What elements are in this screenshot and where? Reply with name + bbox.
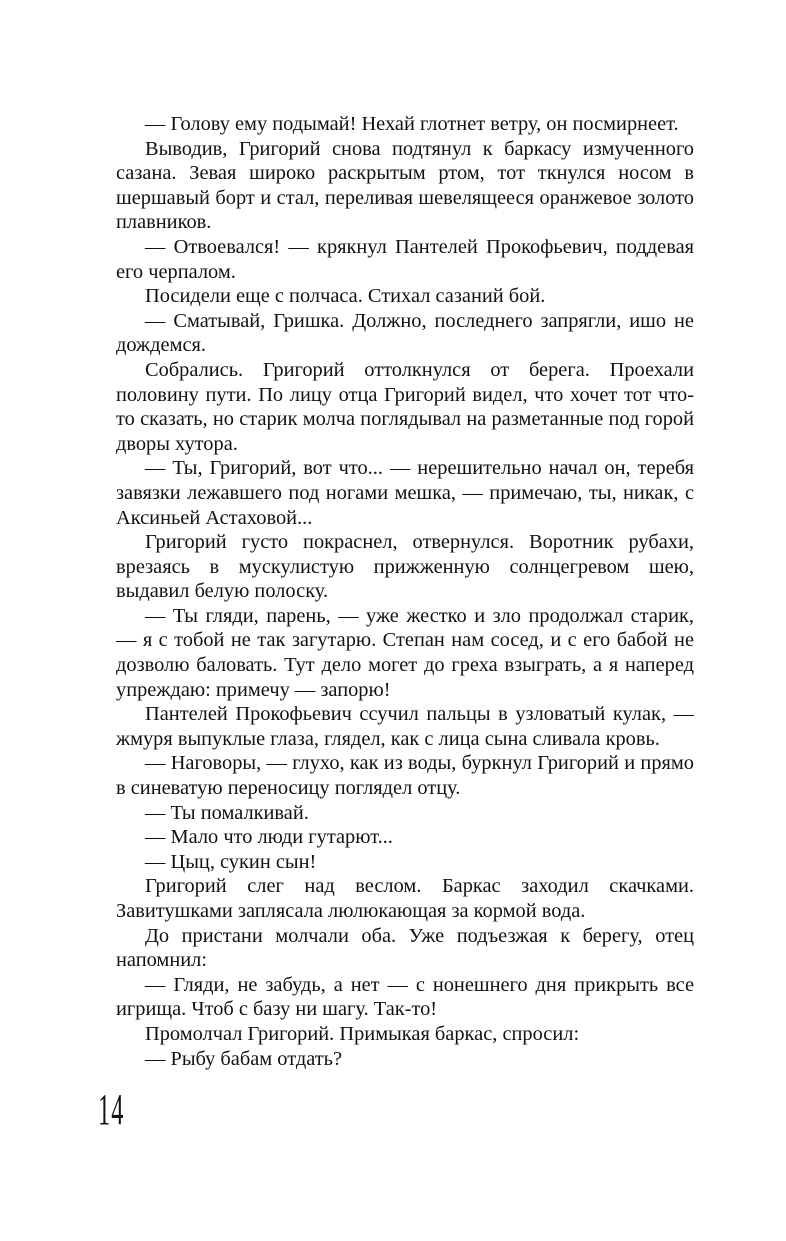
paragraph: — Отвоевался! — крякнул Пантелей Прокофьевич, поддевая его черпалом.: [116, 235, 694, 283]
paragraph: — Ты, Григорий, вот что... — нерешительно начал он, теребя завязки лежавшего под ногами мешка, — примечаю, ты, никак, с Аксиньей Астаховой...: [116, 457, 694, 529]
paragraph: — Рыбу бабам отдать?: [145, 1047, 342, 1070]
paragraph: — Голову ему подымай! Нехай глотнет ветру, он посмирнеет.: [145, 113, 679, 135]
body-text: [116, 112, 694, 1071]
paragraph: — Цыц, сукин сын!: [145, 850, 317, 873]
paragraph: — Наговоры, — глухо, как из воды, буркнул Григорий и прямо в синеватую переносицу поглядел отцу.: [116, 752, 694, 800]
paragraph: — Сматывай, Гришка. Должно, последнего запрягли, ишо не дождемся.: [116, 309, 694, 357]
paragraph: Выводив, Григорий снова подтянул к баркасу измученного сазана. Зевая широко раскрытым ртом, тот ткнулся носом в шершавый борт и стал, переливая шевелящееся оранжевое золото плавников.: [116, 137, 694, 234]
paragraph: Посидели еще с полчаса. Стихал сазаний бой.: [145, 285, 546, 308]
paragraph: — Ты гляди, парень, — уже жестко и зло продолжал старик, — я с тобой не так загутарю. Степан нам сосед, и с его бабой не дозволю баловать. Тут дело могет до греха взыграть, а я наперед упреждаю: примечу — запорю!: [116, 604, 694, 701]
paragraph: Григорий густо покраснел, отвернулся. Воротник рубахи, врезаясь в мускулистую прижженную солнцегревом шею, выдавил белую полоску.: [116, 531, 694, 603]
paragraph: Пантелей Прокофьевич ссучил пальцы в узловатый кулак, — жмуря выпуклые глаза, глядел, как с лица сына сливала кровь.: [116, 703, 694, 750]
paragraph: Григорий слег над веслом. Баркас заходил скачками. Завитушками заплясала люлюкающая за кормой вода.: [116, 875, 694, 922]
paragraph: Собрались. Григорий оттолкнулся от берега. Проехали половину пути. По лицу отца Григорий видел, что хочет тот что-то сказать, но старик молча поглядывал на разметанные под горой дворы хутора.: [116, 358, 694, 455]
paragraph: — Гляди, не забудь, а нет — с нонешнего дня прикрыть все игрища. Чтоб с базу ни шагу. Так-то!: [116, 973, 694, 1021]
paragraph: Промолчал Григорий. Примыкая баркас, спросил:: [145, 1022, 580, 1045]
paragraph: — Мало что люди гутарют...: [145, 826, 393, 849]
paragraph: — Ты помалкивай.: [145, 801, 309, 824]
page-number: 14: [98, 1085, 125, 1134]
paragraph: До пристани молчали оба. Уже подъезжая к берегу, отец напомнил:: [116, 924, 694, 972]
